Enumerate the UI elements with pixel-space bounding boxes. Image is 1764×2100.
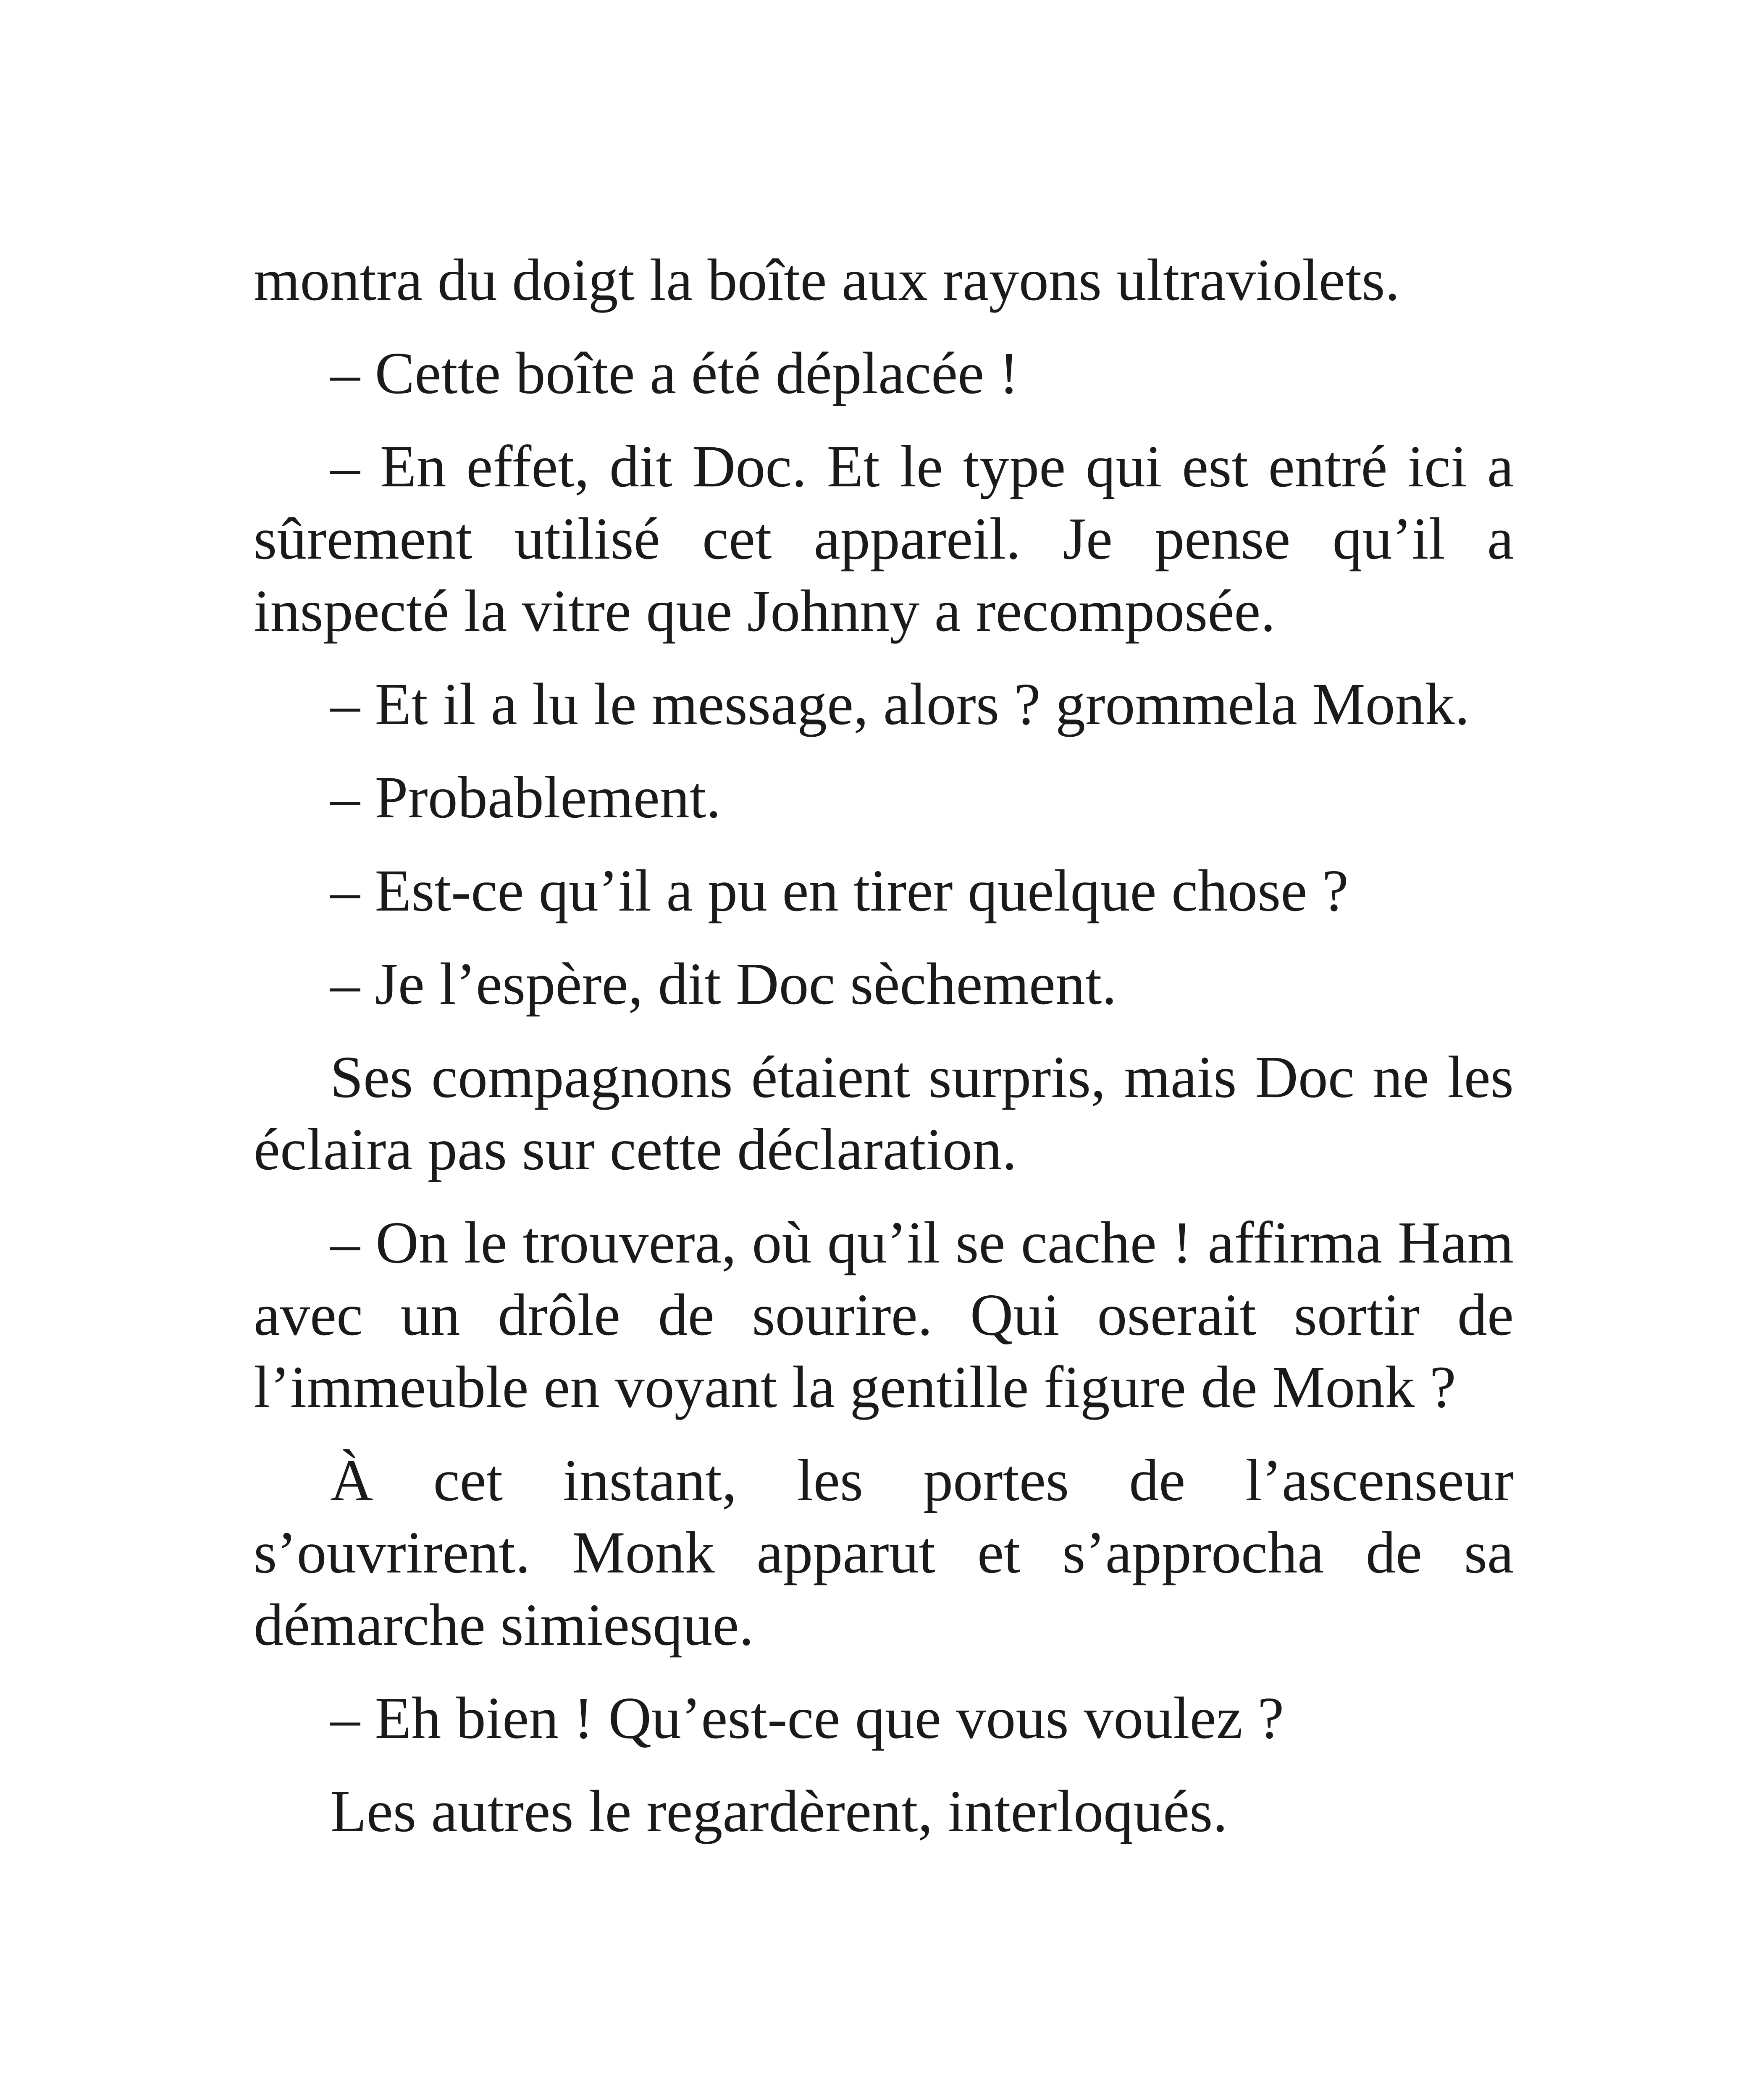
paragraph: montra du doigt la boîte aux rayons ultraviolets. (254, 247, 1400, 313)
paragraph: – Je l’espère, dit Doc sèchement. (330, 950, 1117, 1017)
paragraph: – En effet, dit Doc. Et le type qui est entré ici a sûrement utilisé cet appareil. Je pense qu’il a inspecté la vitre que Johnny a recomposée. (254, 433, 1514, 644)
paragraph: – Cette boîte a été déplacée ! (330, 340, 1019, 406)
paragraph: – Eh bien ! Qu’est-ce que vous voulez ? (330, 1685, 1284, 1751)
paragraph: Ses compagnons étaient surpris, mais Doc ne les éclaira pas sur cette déclaration. (254, 1044, 1514, 1182)
paragraph: – On le trouvera, où qu’il se cache ! affirma Ham avec un drôle de sourire. Qui oserait sortir de l’immeuble en voyant la gentille figure de Monk ? (254, 1209, 1514, 1420)
paragraph: – Et il a lu le message, alors ? grommela Monk. (330, 671, 1470, 737)
body-text (254, 244, 1514, 1868)
paragraph: – Est-ce qu’il a pu en tirer quelque chose ? (330, 857, 1349, 924)
paragraph: – Probablement. (330, 764, 721, 830)
paragraph: Les autres le regardèrent, interloqués. (330, 1778, 1228, 1844)
paragraph: À cet instant, les portes de l’ascenseur s’ouvrirent. Monk apparut et s’approcha de sa démarche simiesque. (254, 1447, 1514, 1658)
